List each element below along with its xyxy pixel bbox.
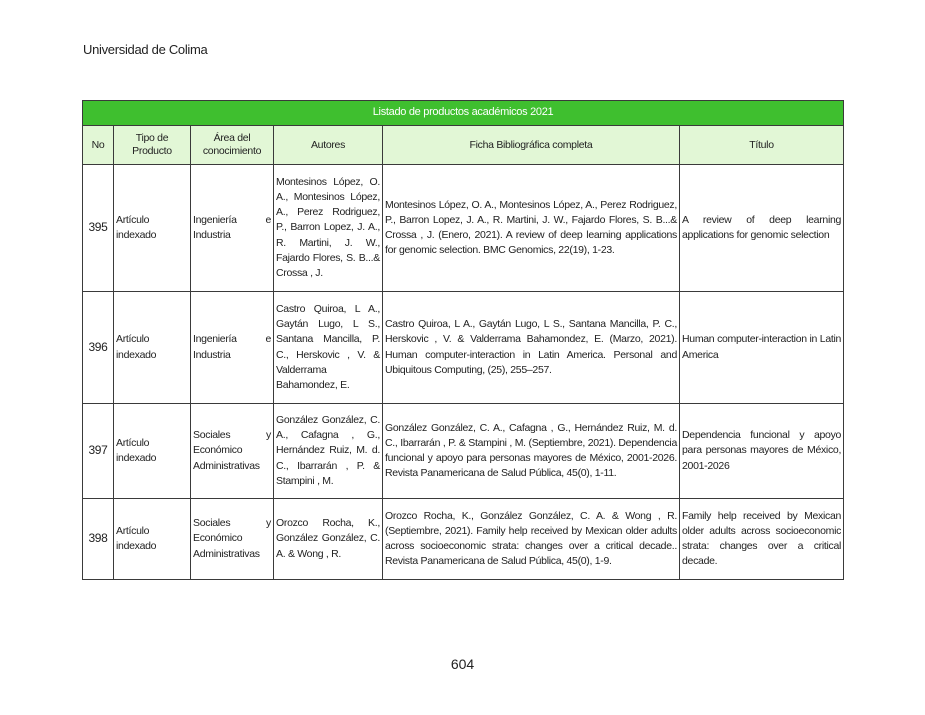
title: Dependencia funcional y apoyo para personas mayores de México, 2001-2026 [680, 404, 844, 499]
bibliographic-record: Castro Quiroa, L A., Gaytán Lugo, L S., Santana Mancilla, P. C., Herskovic , V. & Valderrama Bahamondez, E. (Marzo, 2021). Human computer-interaction in Latin America. Personal and Ubiquitous Computing, (25), 255–257. [383, 292, 680, 404]
knowledge-area: Sociales y Económico Administrativas [191, 404, 274, 499]
product-type: Artículo indexado [114, 404, 191, 499]
table-row [83, 499, 844, 580]
products-table [82, 100, 844, 580]
table-row [83, 165, 844, 292]
bibliographic-record: González González, C. A., Cafagna , G., Hernández Ruiz, M. d. C., Ibarrarán , P. & Stampini , M. (Septiembre, 2021). Dependencia funcional y apoyo para personas mayores de México, 2001-2026. Revista Panamericana de Salud Pública, 45(0), 1-11. [383, 404, 680, 499]
row-number: 397 [83, 404, 114, 499]
column-header: Área del conocimiento [191, 126, 274, 165]
table-title-row [83, 101, 844, 126]
table-header-row [83, 126, 844, 165]
bibliographic-record: Montesinos López, O. A., Montesinos López, A., Perez Rodriguez, P., Barron Lopez, J. A., R. Martini, J. W., Fajardo Flores, S. B...& Crossa , J. (Enero, 2021). A review of deep learning applications for genomic selection. BMC Genomics, 22(19), 1-23. [383, 165, 680, 292]
title: Human computer-interaction in Latin America [680, 292, 844, 404]
table-title: Listado de productos académicos 2021 [83, 101, 844, 126]
product-type: Artículo indexado [114, 499, 191, 580]
authors: Montesinos López, O. A., Montesinos López, A., Perez Rodriguez, P., Barron Lopez, J. A., R. Martini, J. W., Fajardo Flores, S. B...& Crossa , J. [274, 165, 383, 292]
table-row [83, 404, 844, 499]
title: Family help received by Mexican older adults across socioeconomic strata: changes over a critical decade. [680, 499, 844, 580]
knowledge-area: Ingeniería e Industria [191, 165, 274, 292]
title: A review of deep learning applications for genomic selection [680, 165, 844, 292]
row-number: 396 [83, 292, 114, 404]
column-header: Título [680, 126, 844, 165]
knowledge-area: Sociales y Económico Administrativas [191, 499, 274, 580]
product-type: Artículo indexado [114, 292, 191, 404]
bibliographic-record: Orozco Rocha, K., González González, C. A. & Wong , R. (Septiembre, 2021). Family help received by Mexican older adults across socioeconomic strata: changes over a critical decade.. Revista Panamericana de Salud Pública, 45(0), 1-9. [383, 499, 680, 580]
row-number: 398 [83, 499, 114, 580]
product-type: Artículo indexado [114, 165, 191, 292]
column-header: Autores [274, 126, 383, 165]
page-number: 604 [450, 656, 475, 672]
column-header: No [83, 126, 114, 165]
authors: González González, C. A., Cafagna , G., Hernández Ruiz, M. d. C., Ibarrarán , P. & Stampini , M. [274, 404, 383, 499]
authors: Orozco Rocha, K., González González, C. A. & Wong , R. [274, 499, 383, 580]
knowledge-area: Ingeniería e Industria [191, 292, 274, 404]
row-number: 395 [83, 165, 114, 292]
column-header: Tipo de Producto [114, 126, 191, 165]
column-header: Ficha Bibliográfica completa [383, 126, 680, 165]
table-row [83, 292, 844, 404]
authors: Castro Quiroa, L A., Gaytán Lugo, L S., Santana Mancilla, P. C., Herskovic , V. & Valderrama Bahamondez, E. [274, 292, 383, 404]
institution-header: Universidad de Colima [83, 42, 208, 57]
